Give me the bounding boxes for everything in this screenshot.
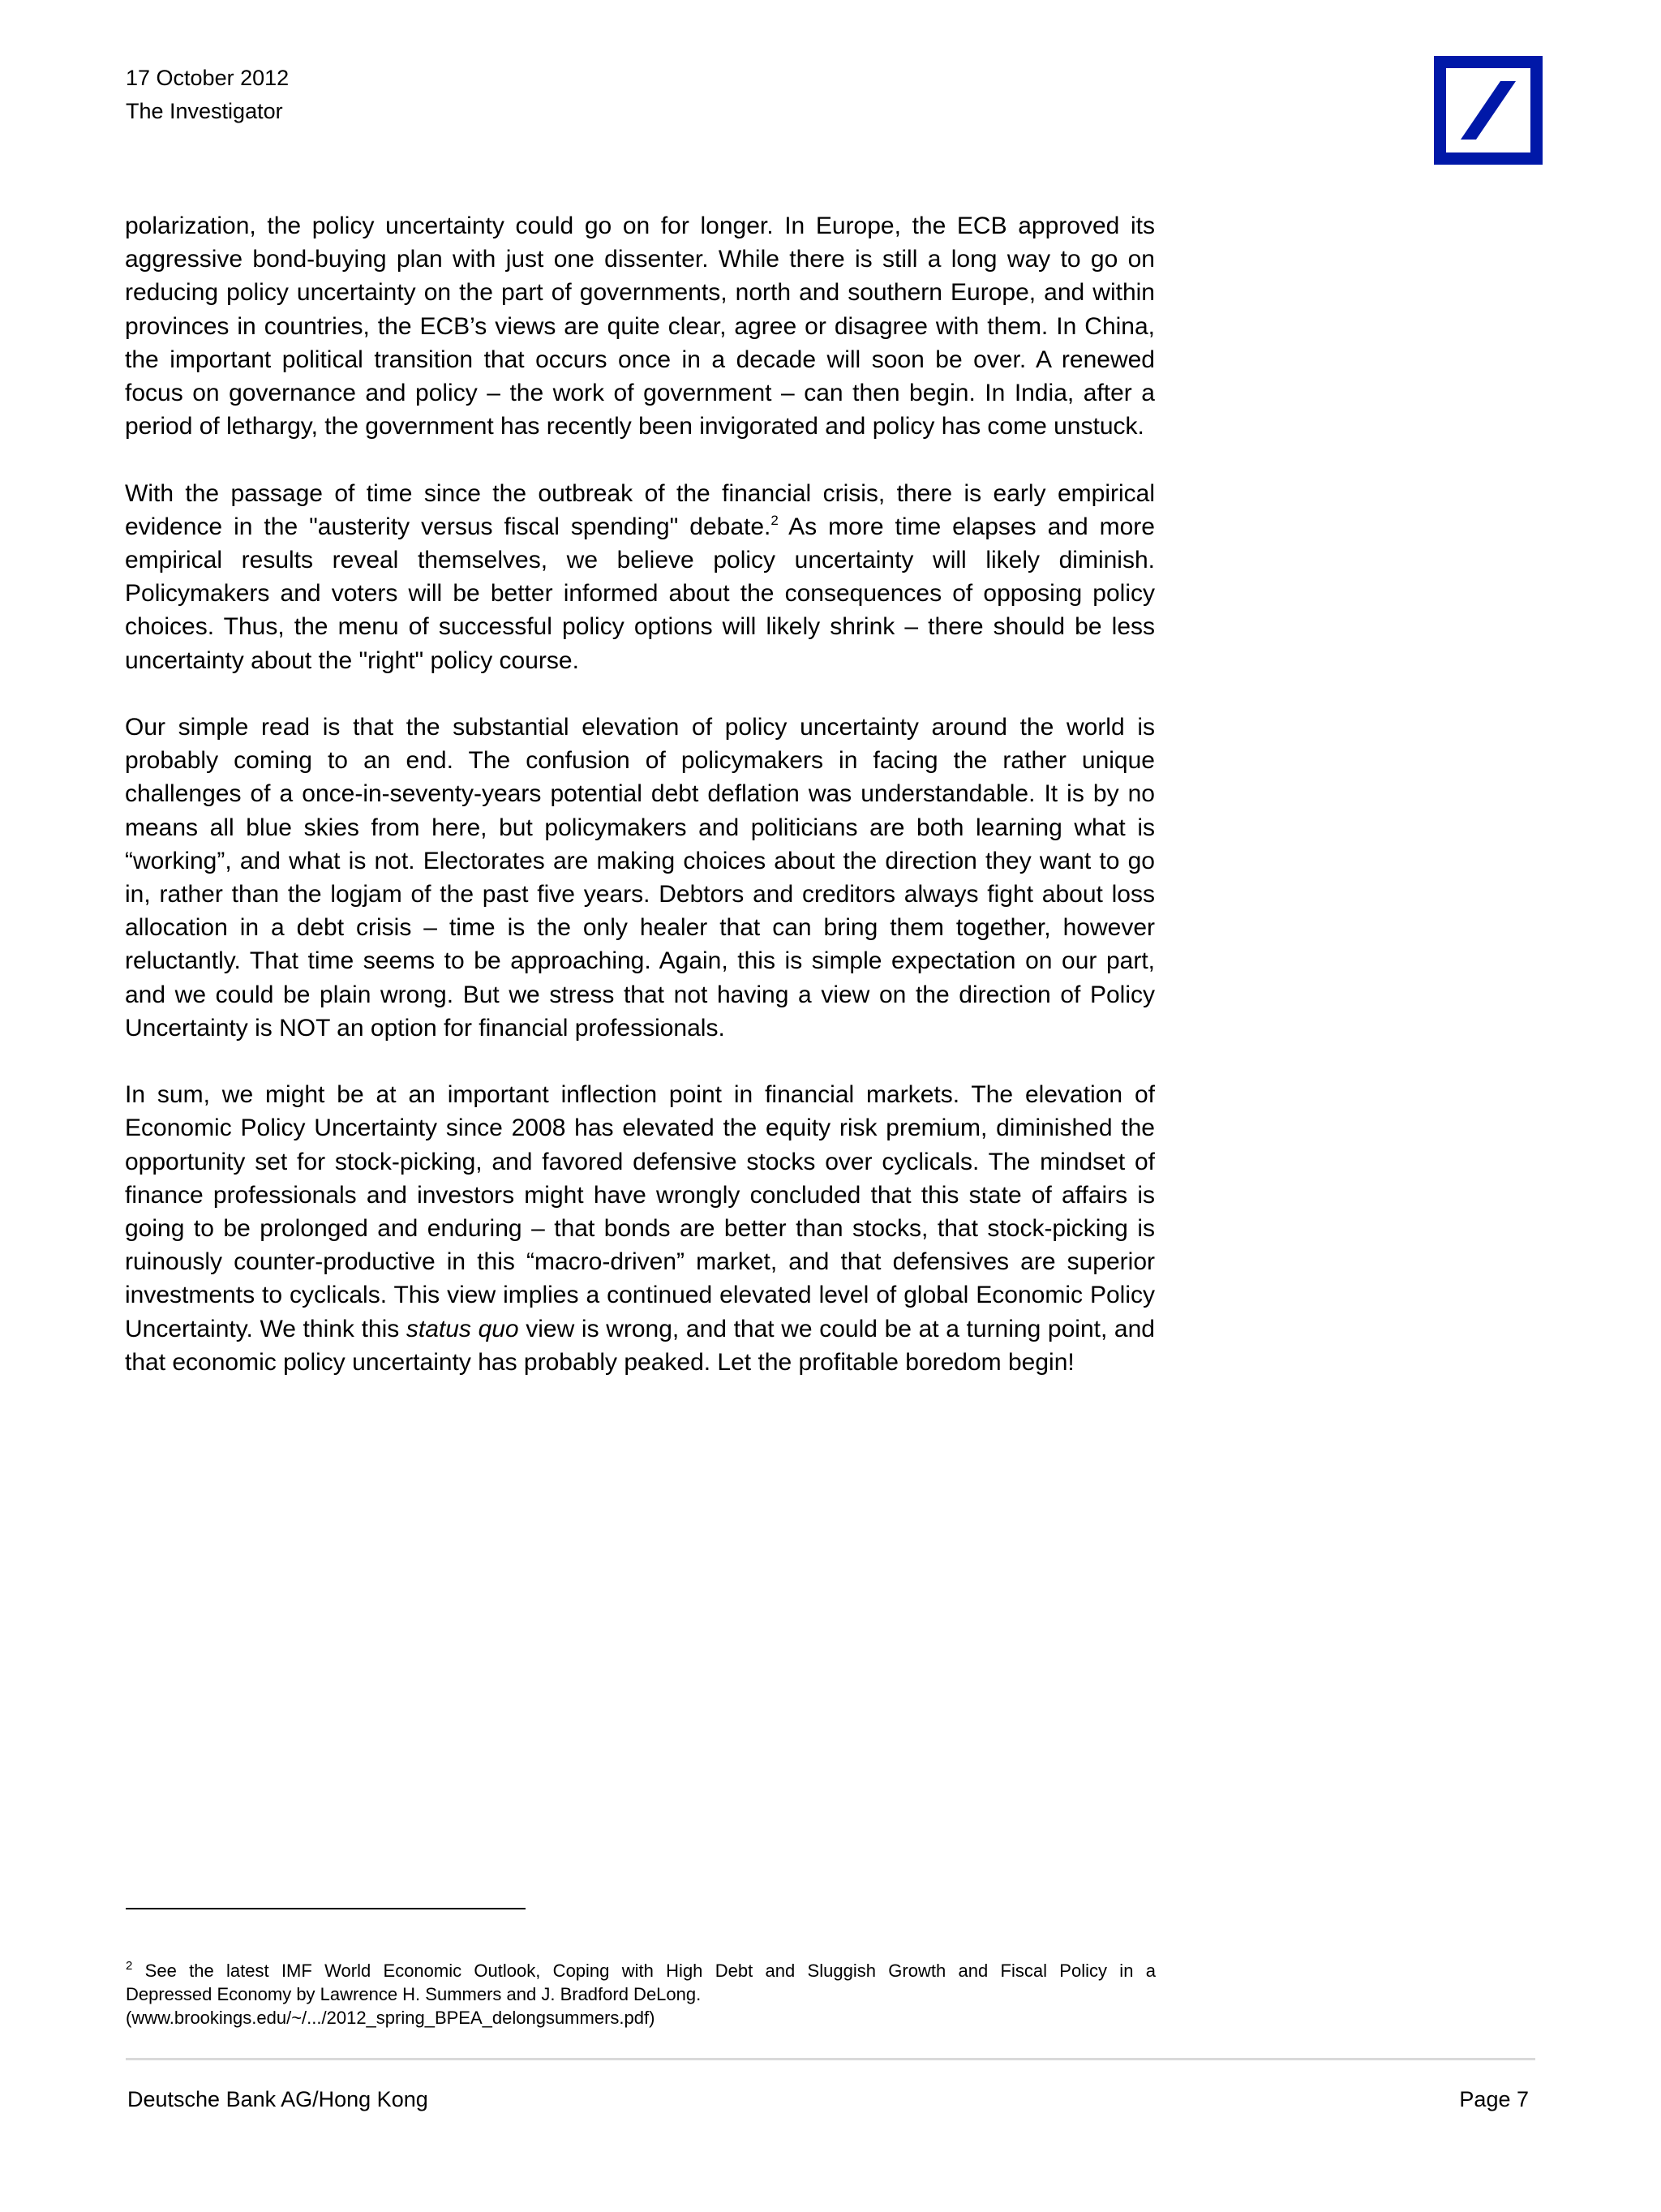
footer-divider xyxy=(126,2058,1535,2060)
footnote-reference[interactable]: 2 xyxy=(770,512,779,528)
paragraph-3: Our simple read is that the substantial elevation of policy uncertainty around the world is probably coming to an end. The confusion of policymakers in facing the rather unique challenges of a once-in-seventy-years potential debt deflation was understandable. It is by no means all blue skies from here, but policymakers and politicians are both learning what is “working”, and what is not. Electorates are making choices about the direction they want to go in, rather than the logjam of the past five years. Debtors and creditors always fight about loss allocation in a debt crisis – time is the only healer that can bring them together, however reluctantly. That time seems to be approaching. Again, this is simple expectation on our part, and we could be plain wrong. But we stress that not having a view on the direction of Policy Uncertainty is NOT an option for financial professionals. xyxy=(125,714,1155,1042)
footnote-text-1: See the latest IMF World Economic Outlook, Coping with High Debt and Sluggish Growth and Fiscal Policy in a xyxy=(132,1961,1156,1981)
footnote-line-1 xyxy=(126,1959,1156,1982)
page-number: Page 7 xyxy=(1459,2087,1529,2111)
footnote-line-2: Depressed Economy by Lawrence H. Summers and J. Bradford DeLong. xyxy=(126,1984,702,2004)
footnote-divider xyxy=(126,1908,526,1909)
article-body xyxy=(125,209,1155,1412)
deutsche-bank-logo xyxy=(1434,56,1543,165)
paragraph-4-text: In sum, we might be at an important inflection point in financial markets. The elevation of Economic Policy Uncertainty since 2008 has elevated the equity risk premium, diminished the opportunity set for stock-picking, and favored defensive stocks over cyclicals. The mindset of finance professionals and investors might have wrongly concluded that this state of affairs is going to be prolonged and enduring – that bonds are better than stocks, that stock-picking is ruinously counter-productive in this “macro-driven” market, and that defensives are superior investments to cyclicals. This view implies a continued elevated level of global Economic Policy Uncertainty. We think this xyxy=(125,1081,1155,1342)
footnote xyxy=(126,1959,1156,2029)
footnote-link[interactable]: (www.brookings.edu/~/.../2012_spring_BPEA_delongsummers.pdf) xyxy=(126,2008,655,2028)
paragraph-2 xyxy=(125,477,1155,677)
footer-company: Deutsche Bank AG/Hong Kong xyxy=(127,2087,428,2111)
report-date: 17 October 2012 xyxy=(126,66,290,90)
paragraph-4 xyxy=(125,1078,1155,1379)
paragraph-1: polarization, the policy uncertainty could go on for longer. In Europe, the ECB approved its aggressive bond-buying plan with just one dissenter. While there is still a long way to go on reducing policy uncertainty on the part of governments, north and southern Europe, and within provinces in countries, the ECB’s views are quite clear, agree or disagree with them. In China, the important political transition that occurs once in a decade will soon be over. A renewed focus on governance and policy – the work of government – can then begin. In India, after a period of lethargy, the government has recently been invigorated and policy has come unstuck. xyxy=(125,213,1155,440)
footnote-number: 2 xyxy=(126,1959,133,1973)
deutsche-bank-slash-icon xyxy=(1434,56,1543,165)
paragraph-4-text-cont: view is wrong, and that we could be at a turning point, and that economic policy uncertainty has probably peaked. Let the profitable boredom begin! xyxy=(125,1315,1155,1376)
paragraph-2-text: With the passage of time since the outbreak of the financial crisis, there is early empirical evidence in the "austerity versus fiscal spending" debate. xyxy=(125,479,1155,540)
page-header xyxy=(126,62,289,128)
paragraph-4-italic: status quo xyxy=(406,1315,519,1342)
publication-title: The Investigator xyxy=(126,99,283,123)
paragraph-2-text-cont: As more time elapses and more empirical results reveal themselves, we believe policy uncertainty will likely diminish. Policymakers and voters will be better informed about the consequences of opposing policy choices. Thus, the menu of successful policy options will likely shrink – there should be less uncertainty about the "right" policy course. xyxy=(125,513,1155,674)
